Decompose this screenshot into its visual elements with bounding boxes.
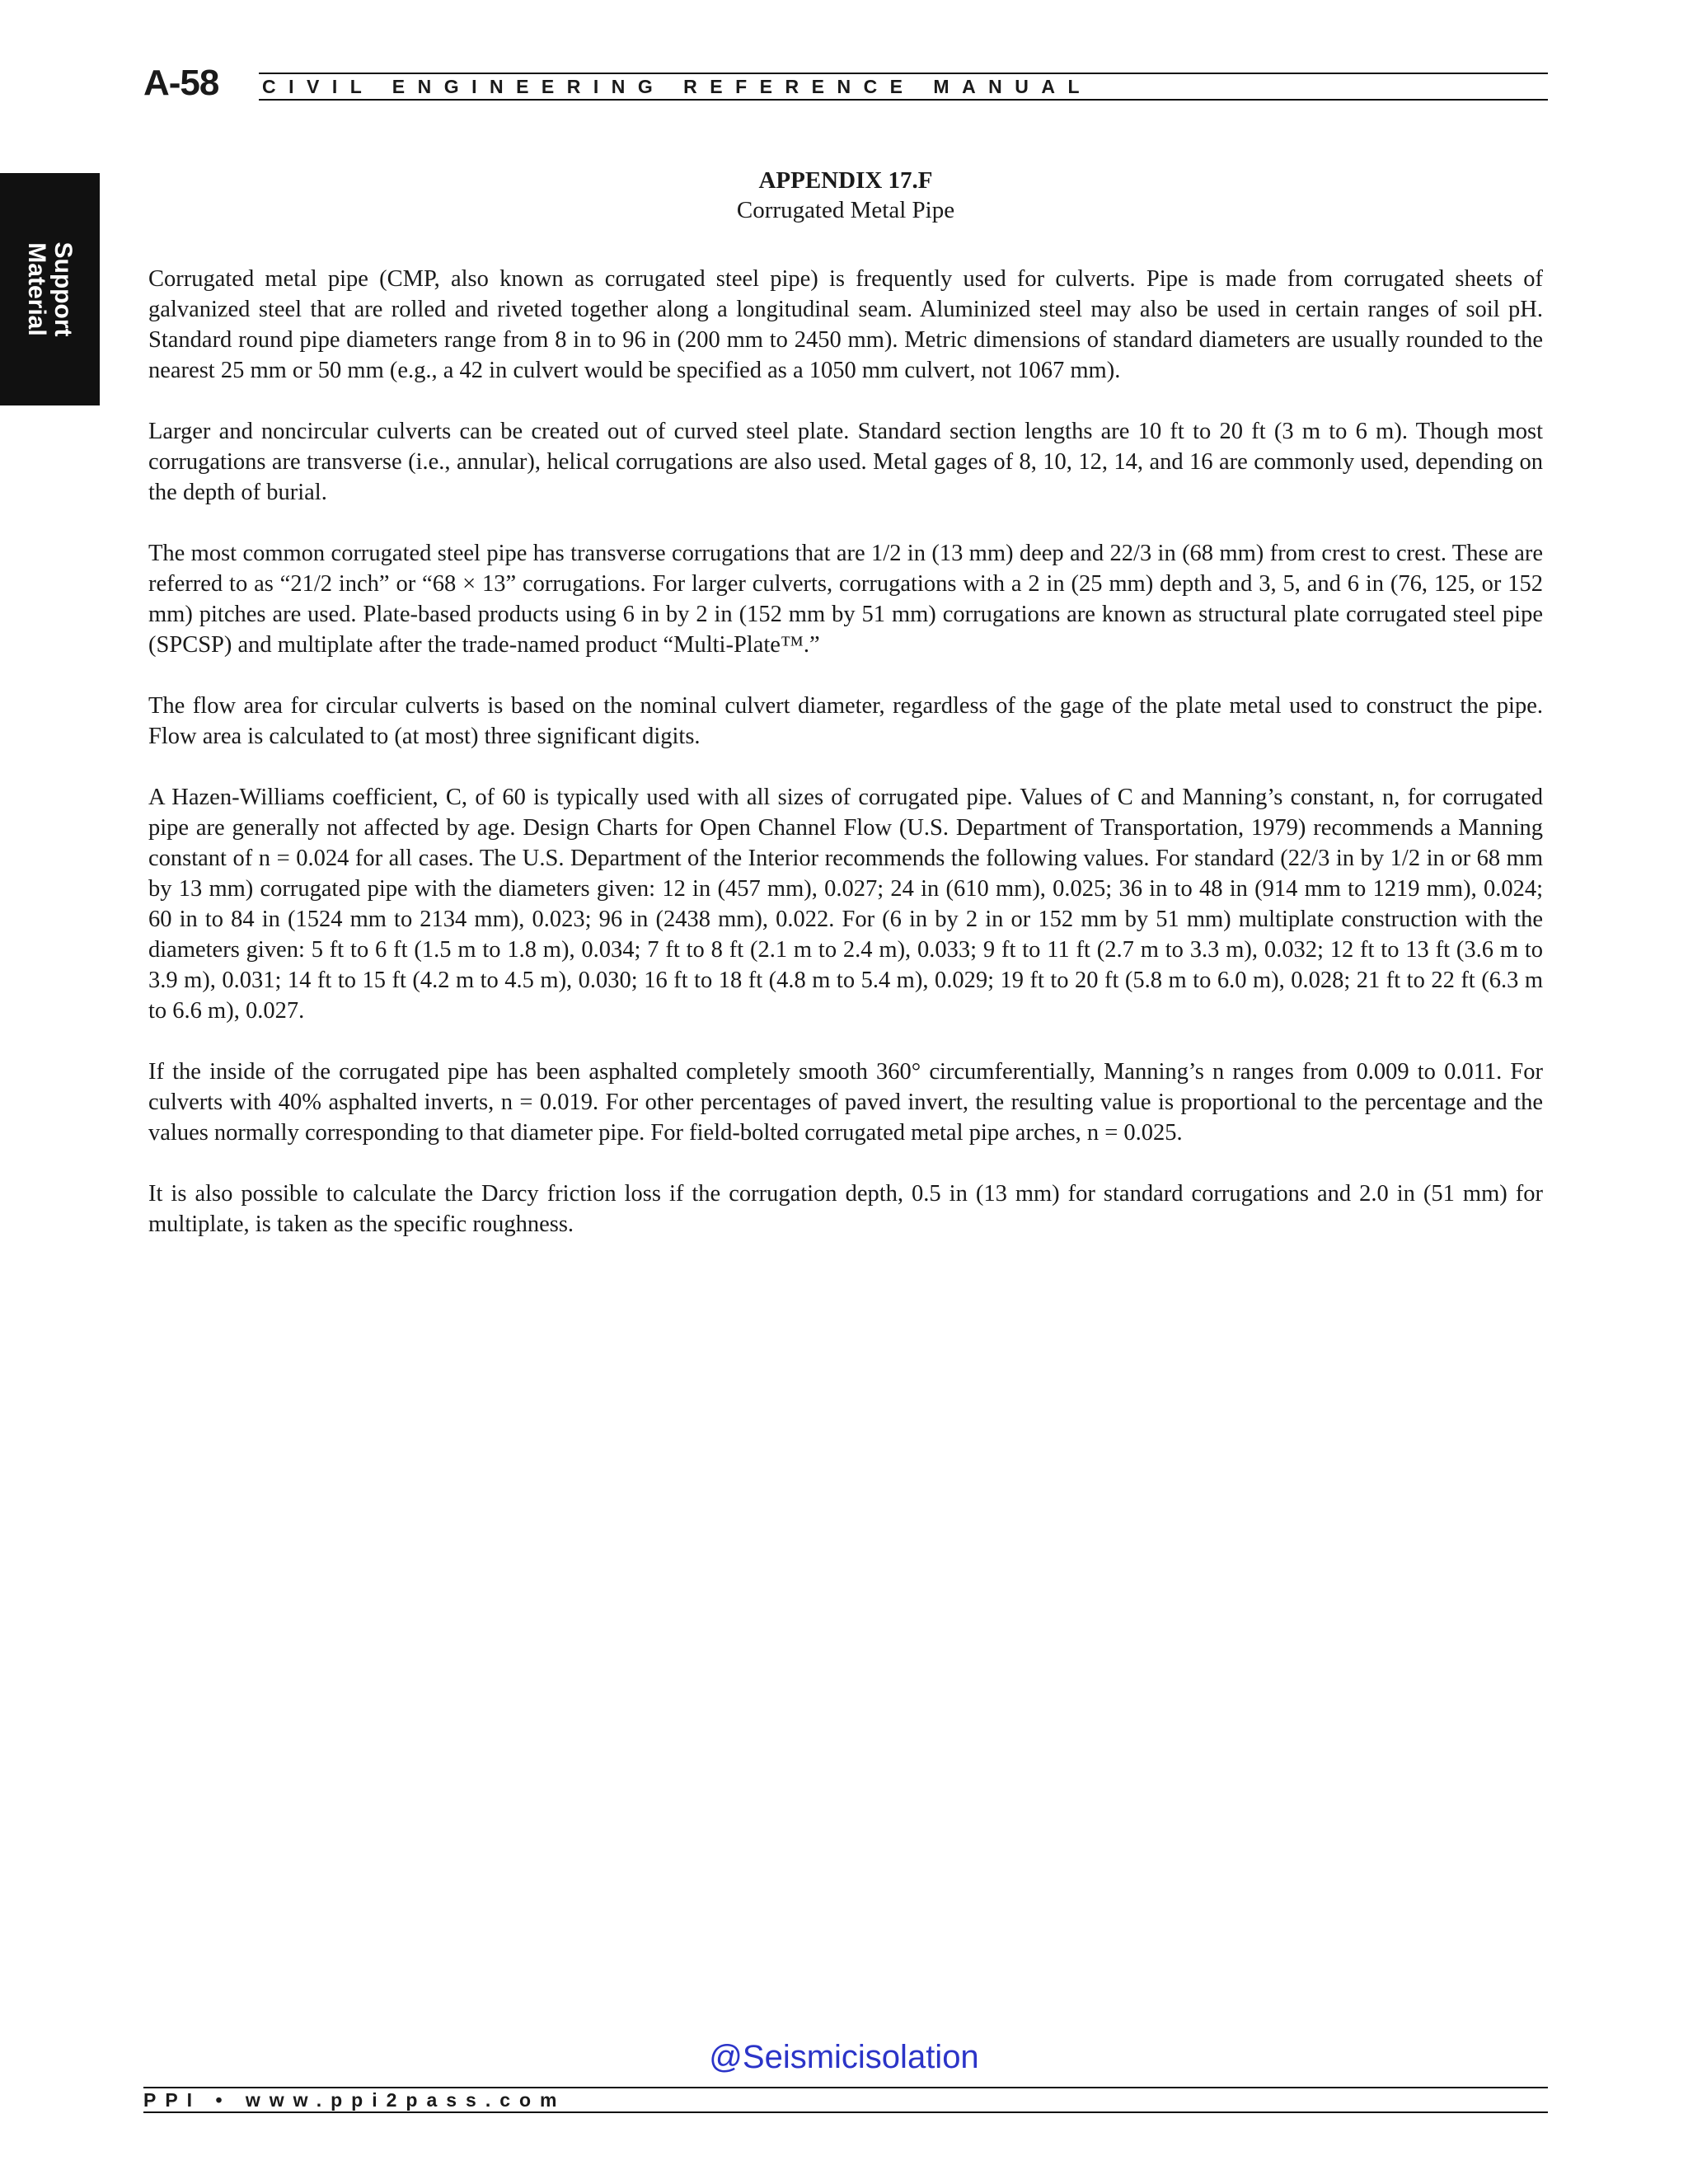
footer-rule-bottom xyxy=(143,2111,1548,2113)
page-header xyxy=(143,64,1548,102)
paragraph-7: It is also possible to calculate the Darcy friction loss if the corrugation depth, 0.5 in (13 mm) for standard corrugations and 2.0 in (51 mm) for multiplate, is taken as the specific roughness. xyxy=(148,1181,1543,1237)
paragraph-6: If the inside of the corrugated pipe has been asphalted completely smooth 360° circumferentially, Manning’s n ranges from 0.009 to 0.011. For culverts with 40% asphalted inverts, n = 0.019. For other percentages of paved invert, the resulting value is proportional to the percentage and the values normally corresponding to that diameter pipe. For field-bolted corrugated metal pipe arches, n = 0.025. xyxy=(148,1059,1543,1146)
section-tab-line-2: Material xyxy=(23,242,50,336)
paragraph-1: Corrugated metal pipe (CMP, also known as corrugated steel pipe) is frequently used for culverts. Pipe is made from corrugated sheets of galvanized steel that are rolled and riveted together along a longitudinal seam. Aluminized steel may also be used in certain ranges of soil pH. Standard round pipe diameters range from 8 in to 96 in (200 mm to 2450 mm). Metric dimensions of standard diameters are usually rounded to the nearest 25 mm or 50 mm (e.g., a 42 in culvert would be specified as a 1050 mm culvert, not 1067 mm). xyxy=(148,266,1543,383)
body-text xyxy=(148,264,1543,1270)
page-footer xyxy=(143,2077,1548,2126)
section-tab-line-1: Support xyxy=(49,241,77,337)
section-tab xyxy=(0,173,100,405)
appendix-title: APPENDIX 17.F xyxy=(758,167,933,194)
appendix-subtitle: Corrugated Metal Pipe xyxy=(736,197,955,223)
paragraph-5: A Hazen-Williams coefficient, C, of 60 is typically used with all sizes of corrugated pipe. Values of C and Manning’s constant, n, for corrugated pipe are generally not affected by age. Design Charts for Open Channel Flow (U.S. Department of Transportation, 1979) recommends a Manning constant of n = 0.024 for all cases. The U.S. Department of the Interior recommends the following values. For standard (22/3 in by 1/2 in or 68 mm by 13 mm) corrugated pipe with the diameters given: 12 in (457 mm), 0.027; 24 in (610 mm), 0.025; 36 in to 48 in (914 mm to 1219 mm), 0.024; 60 in to 84 in (1524 mm to 2134 mm), 0.023; 96 in (2438 mm), 0.022. For (6 in by 2 in or 152 mm by 51 mm) multiplate construction with the diameters given: 5 ft to 6 ft (1.5 m to 1.8 m), 0.034; 7 ft to 8 ft (2.1 m to 2.4 m), 0.033; 9 ft to 11 ft (2.7 m to 3.3 m), 0.032; 12 ft to 13 ft (3.6 m to 3.9 m), 0.031; 14 ft to 15 ft (4.2 m to 4.5 m), 0.030; 16 ft to 18 ft (4.8 m to 5.4 m), 0.029; 19 ft to 20 ft (5.8 m to 6.0 m), 0.028; 21 ft to 22 ft (6.3 m to 6.6 m), 0.027. xyxy=(148,785,1543,1024)
section-tab-label xyxy=(23,242,76,337)
footer-text: PPI • www.ppi2pass.com xyxy=(143,2089,566,2111)
paragraph-3: The most common corrugated steel pipe has transverse corrugations that are 1/2 in (13 mm) deep and 22/3 in (68 mm) from crest to crest. These are referred to as “21/2 inch” or “68 × 13” corrugations. For larger culverts, corrugations with a 2 in (25 mm) depth and 3, 5, and 6 in (76, 125, or 152 mm) pitches are used. Plate-based products using 6 in by 2 in (152 mm by 51 mm) corrugations are known as structural plate corrugated steel pipe (SPCSP) and multiplate after the trade-named product “Multi-Plate™.” xyxy=(148,541,1543,658)
running-title: CIVIL ENGINEERING REFERENCE MANUAL xyxy=(262,76,1093,97)
page-number: A-58 xyxy=(143,63,219,103)
paragraph-2: Larger and noncircular culverts can be created out of curved steel plate. Standard section lengths are 10 ft to 20 ft (3 m to 6 m). Though most corrugations are transverse (i.e., annular), helical corrugations are also used. Metal gages of 8, 10, 12, 14, and 16 are commonly used, depending on the depth of burial. xyxy=(148,419,1543,505)
header-rule-top xyxy=(259,73,1548,74)
header-rule-bottom xyxy=(259,99,1548,101)
watermark: @Seismicisolation xyxy=(709,2039,979,2075)
paragraph-4: The flow area for circular culverts is based on the nominal culvert diameter, regardless of the gage of the plate metal used to construct the pipe. Flow area is calculated to (at most) three significant digits. xyxy=(148,693,1543,749)
